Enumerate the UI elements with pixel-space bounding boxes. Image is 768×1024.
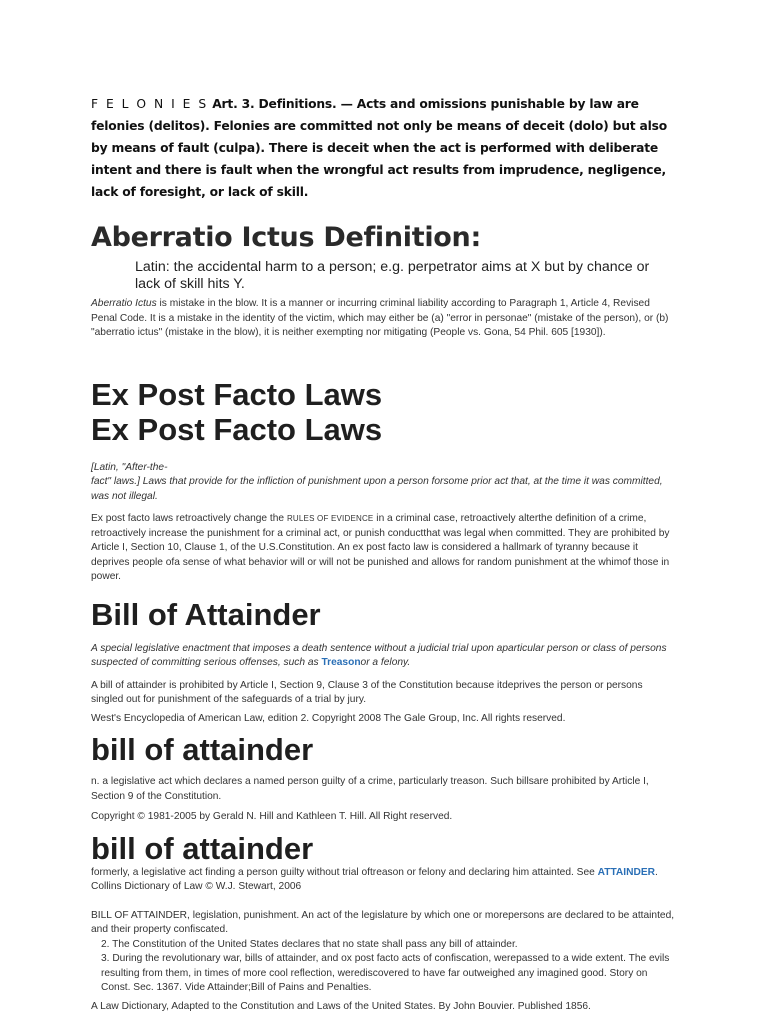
bill-of-attainder-body-1: A bill of attainder is prohibited by Article I, Section 9, Clause 3 of the Constitution because itdeprives the person or persons singled out for punishment of the safeguards of a trial by jury. [91,679,643,705]
bouvier-source: A Law Dictionary, Adapted to the Constitution and Laws of the United States. By John Bouvier. Published 1856. [91,1000,591,1012]
ex-post-facto-latin-definition [91,461,676,505]
treason-link[interactable]: Treason [321,657,361,668]
attainder3-body-end: . [654,866,658,878]
bill-of-attainder-section-2 [91,732,676,825]
aberratio-body [91,297,676,341]
attainder-def-b: or a felony. [360,657,411,668]
bill-of-attainder-heading-3: bill of attainder [91,830,314,866]
ex-post-facto-heading-2: Ex Post Facto Laws [91,411,383,447]
rules-of-evidence-link[interactable]: RULES OF EVIDENCE [286,514,374,523]
latin-line-2: fact" laws.] Laws that provide for the infliction of punishment upon a person forsome prior act that, at the time it was committed, was not illegal. [91,476,663,502]
ex-post-facto-heading-1: Ex Post Facto Laws [91,376,383,412]
bill-of-attainder-body-2: n. a legislative act which declares a named person guilty of a crime, particularly treason. Such billsare prohibited by Article I, Section 9 of the Constitution. [91,776,649,802]
aberratio-body-text: is mistake in the blow. It is a manner or incurring criminal liability according to Paragraph 1, Article 4, Revised Penal Code. It is a mistake in the identity of the victim, which may either be (a) "error in personae" (mistake of the person), or (b) "aberratio ictus" (mistake in the blow), it is neither exempting nor mitigating (People vs. Gona, 54 Phil. 605 [1930]). [91,298,669,338]
bill-of-attainder-body-3 [91,866,676,881]
bill-of-attainder-definition [91,642,676,671]
bouvier-intro: BILL OF ATTAINDER, legislation, punishment. An act of the legislature by which one or morepersons are declared to be attainted, and their property confiscated. [91,909,675,935]
attainder-def-a: A special legislative enactment that imposes a death sentence without a judicial trial upon aparticular person or class of persons suspected of committing serious offenses, such as [91,642,667,668]
bill-of-attainder-heading-1: Bill of Attainder [91,596,321,632]
aberratio-term: Aberratio Ictus [91,298,157,309]
ex-post-facto-body-b: in a criminal case, retroactively alterthe definition of a crime, retroactively increase the punishment for a criminal act, or punish conductthat was legal when committed. They are prohibited by Article I, Section 10, Clause 1, of the U.S.Constitution. An ex post facto law is considered a hallmark of tyranny because it deprives people ofa sense of what behavior will or will not be punished and allows for random punishment at the whimof those in power. [91,513,670,582]
bill-of-attainder-heading-2: bill of attainder [91,732,314,767]
aberratio-latin-definition: Latin: the accidental harm to a person; e.g. perpetrator aims at X but by chance or lack of skill hits Y. [135,259,650,292]
document-page [91,93,676,1014]
felonies-paragraph [91,93,676,203]
latin-line-1: [Latin, "After-the- [91,461,168,473]
ex-post-facto-body-a: Ex post facto laws retroactively change the [91,513,287,524]
aberratio-heading: Aberratio Ictus Definition: [91,222,481,253]
bouvier-item-2: 2. The Constitution of the United States declares that no state shall pass any bill of attainder. [101,938,518,950]
ex-post-facto-section [91,377,676,585]
bill-of-attainder-source-1: West's Encyclopedia of American Law, edition 2. Copyright 2008 The Gale Group, Inc. All rights reserved. [91,712,566,724]
bill-of-attainder-source-3: Collins Dictionary of Law © W.J. Stewart, 2006 [91,881,302,892]
bill-of-attainder-source-2: Copyright © 1981-2005 by Gerald N. Hill and Kathleen T. Hill. All Right reserved. [91,811,453,822]
bouvier-section [91,909,676,1015]
bill-of-attainder-section-3 [91,831,676,895]
attainder-link[interactable]: ATTAINDER [597,866,655,878]
felonies-lead: F E L O N I E S [91,97,209,111]
bill-of-attainder-section-1 [91,597,676,727]
felonies-text: Art. 3. Definitions. — Acts and omissions punishable by law are felonies (delitos). Felonies are committed not only be means of deceit (dolo) but also by means of fault (culpa). There is deceit when the act is performed with deliberate intent and there is fault when the wrongful act results from imprudence, negligence, lack of foresight, or lack of skill. [91,97,667,199]
bouvier-item-3: 3. During the revolutionary war, bills of attainder, and ox post facto acts of confiscation, werepassed to a wide extent. The evils resulting from them, in times of more cool reflection, werediscovered to have far outweighed any imagined good. Story on Const. Sec. 1367. Vide Attainder;Bill of Pains and Penalties. [101,953,670,993]
attainder3-body: formerly, a legislative act finding a person guilty without trial oftreason or felony and declaring him attainted. See [91,866,598,878]
ex-post-facto-body [91,512,676,585]
